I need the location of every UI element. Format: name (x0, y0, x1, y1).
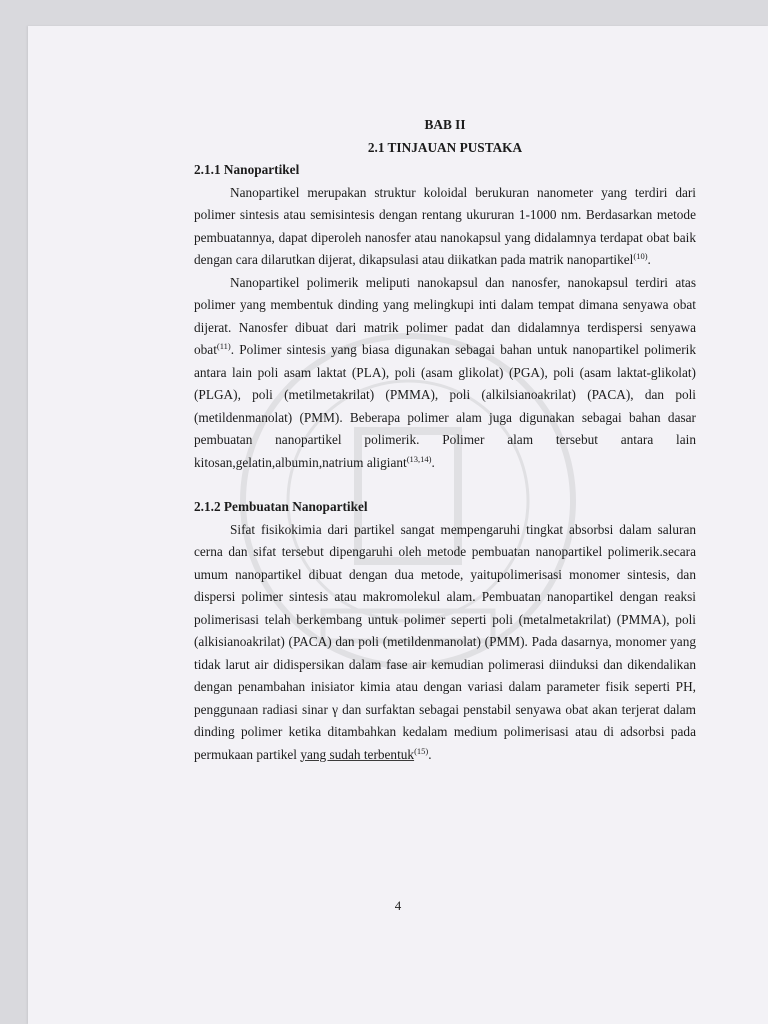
heading-pembuatan-nanopartikel: 2.1.2 Pembuatan Nanopartikel (194, 499, 368, 514)
document-body (194, 114, 696, 766)
document-page (28, 26, 768, 1024)
citation-ref: (15) (414, 745, 429, 756)
citation-ref: (13,14) (406, 453, 432, 464)
chapter-title: BAB II (424, 117, 466, 132)
citation-ref: (10) (633, 251, 648, 261)
underlined-phrase: yang sudah terbentuk (300, 746, 415, 762)
section-title: 2.1 TINJAUAN PUSTAKA (367, 139, 523, 155)
page-number: 4 (394, 898, 402, 913)
paragraph-nanopartikel-polimerik: Nanopartikel polimerik meliputi nanokapsul dan nanosfer, nanokapsul terdiri atas polimer yang membentuk dinding yang melingkupi inti dalam tempat dimana senyawa obat dijerat. Nanosfer dibuat dari matrik polimer padat dan didalamnya terdispersi senyawa obat$^{(11)}$. Polimer sintesis yang biasa digunakan sebagai bahan untuk nanopartikel polimerik antara lain poli asam laktat (PLA), poli (asam glikolat) (PGA), poli (asam laktat-glikolat) (PLGA), poli (metilmetakrilat) (PMMA), poli (alkilsianoakrilat) (PACA), dan poli (metildenmanolat) (PMM). Beberapa polimer alam juga digunakan sebagai bahan dasar pembuatan nanopartikel polimerik. Polimer alam tersebut antara lain kitosan,gelatin,albumin,natrium aligiant$^{(13,14)}$. (194, 274, 696, 470)
paragraph-nanopartikel-definition: Nanopartikel merupakan struktur koloidal berukuran nanometer yang terdiri dari polimer sintesis atau semisintesis dengan rentang ukururan 1-1000 nm. Berdasarkan metode pembuatannya, dapat diperoleh nanosfer atau nanokapsul yang didalamnya terdapat obat baik dengan cara dilarutkan dijerat, dikapsulasi atau diikatkan pada matrik nanopartikel$^{(10)}$. (194, 184, 696, 267)
heading-nanopartikel: 2.1.1 Nanopartikel (194, 162, 300, 177)
paragraph-pembuatan: Sifat fisikokimia dari partikel sangat mempengaruhi tingkat absorbsi dalam saluran cerna dan sifat tersebut dipengaruhi oleh metode pembuatan nanopartikel polimerik.secara umum nanopartikel dibuat dengan dua metode, yaitupolimerisasi monomer sintesis, dan dispersi polimer sintesis atau makromolekul alam. Pembuatan nanopartikel dengan reaksi polimerisasi telah berkembang untuk polimer seperti poli (metalmetakrilat) (PMMA), poli (alkisianoakrilat) (PACA) dan poli (metildenmanolat) (PMM). Pada dasarnya, monomer yang tidak larut air didispersikan dalam fase air kemudian polimerasi diinduksi dan dikendalikan dengan penambahan inisiator kimia atau dengan variasi dalam parameter fisik seperti PH, penggunaan radiasi sinar γ dan surfaktan sebagai penstabil senyawa obat akan terjerat dalam dinding polimer ketika ditambahkan kedalam medium polimerisasi atau di adsorbsi pada permukaan partikel yang sudah terbentuk$^{(15)}$. (194, 521, 696, 762)
section-spacer (194, 474, 696, 496)
citation-ref: (11) (216, 341, 231, 351)
